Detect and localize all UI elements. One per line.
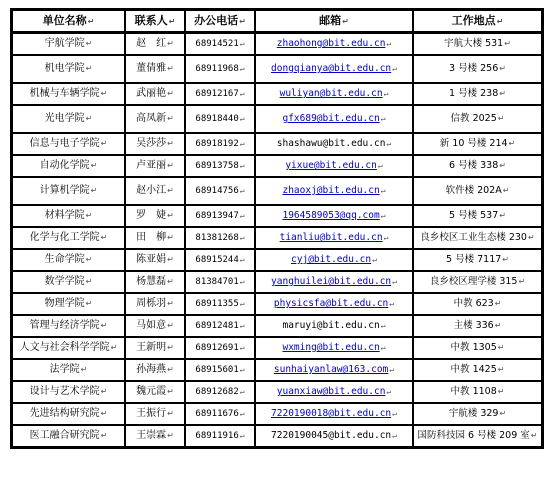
cell-contact-text: 王振行 (136, 408, 167, 419)
paragraph-mark-icon: ↵ (497, 343, 505, 352)
cell-location (413, 33, 542, 55)
email-link[interactable]: zhaohong@bit.edu.cn (276, 38, 386, 49)
cell-phone (185, 403, 255, 425)
cell-location-text: 良乡校区工业生态楼 230 (420, 232, 527, 243)
paragraph-mark-icon: ↵ (167, 387, 174, 396)
paragraph-mark-icon: ↵ (527, 233, 535, 242)
cell-contact-text: 魏元霞 (136, 386, 167, 397)
cell-email (255, 227, 413, 249)
cell-unit (12, 315, 125, 337)
cell-contact-text: 王崇霖 (136, 430, 167, 441)
cell-unit-text: 化学与化工学院 (29, 232, 100, 243)
cell-unit (12, 33, 125, 55)
cell-location-text: 1 号楼 238 (449, 88, 499, 99)
cell-location (413, 337, 542, 359)
header-phone: 办公电话↵ (185, 10, 255, 33)
cell-phone-text: 68915244 (195, 255, 239, 265)
cell-phone-text: 68912481 (195, 321, 239, 331)
email-link[interactable]: wxming@bit.edu.cn (282, 342, 380, 353)
cell-contact-text: 董倩雅 (136, 63, 167, 74)
cell-unit (12, 293, 125, 315)
header-unit: 单位名称↵ (12, 10, 125, 33)
paragraph-mark-icon: ↵ (167, 343, 174, 352)
cell-email (255, 133, 413, 155)
paragraph-mark-icon: ↵ (85, 277, 93, 286)
email-link[interactable]: yanghuilei@bit.edu.cn (271, 276, 392, 287)
cell-phone (185, 425, 255, 447)
paragraph-mark-icon: ↵ (167, 255, 174, 264)
cell-contact-text: 吴莎莎 (136, 138, 167, 149)
paragraph-mark-icon: ↵ (504, 39, 511, 48)
paragraph-mark-icon: ↵ (85, 64, 93, 73)
cell-phone-text: 68913758 (195, 161, 239, 171)
cell-unit (12, 83, 125, 105)
email-link[interactable]: zhaoxj@bit.edu.cn (282, 185, 380, 196)
cell-contact-text: 赵 红 (136, 38, 167, 49)
cell-email (255, 293, 413, 315)
email-link[interactable]: 1964589053@qq.com (282, 210, 380, 221)
cell-phone (185, 205, 255, 227)
cell-unit (12, 425, 125, 447)
paragraph-mark-icon: ↵ (167, 277, 174, 286)
cell-email (255, 55, 413, 83)
cell-phone (185, 133, 255, 155)
cell-unit-text: 生命学院 (44, 254, 85, 265)
table-row (12, 227, 542, 249)
cell-location (413, 425, 542, 447)
cell-phone (185, 105, 255, 133)
cell-unit-text: 机电学院 (44, 63, 85, 74)
cell-contact-text: 马如意 (136, 320, 167, 331)
cell-email (255, 425, 413, 447)
email-text: shashawu@bit.edu.cn (276, 138, 386, 149)
paragraph-mark-icon: ↵ (239, 233, 245, 242)
email-link[interactable]: yixue@bit.edu.cn (285, 160, 377, 171)
cell-contact-text: 孙海燕 (136, 364, 167, 375)
table-row (12, 55, 542, 83)
paragraph-mark-icon: ↵ (167, 64, 174, 73)
cell-location (413, 83, 542, 105)
table-row (12, 177, 542, 205)
cell-phone-text: 81381268 (195, 233, 239, 243)
paragraph-mark-icon: ↵ (494, 299, 502, 308)
paragraph-mark-icon: ↵ (85, 211, 93, 220)
email-link[interactable]: yuanxiaw@bit.edu.cn (276, 386, 386, 397)
cell-phone (185, 315, 255, 337)
paragraph-mark-icon: ↵ (380, 114, 386, 123)
cell-phone-text: 68911968 (195, 64, 239, 74)
email-link[interactable]: tianliu@bit.edu.cn (279, 232, 383, 243)
paragraph-mark-icon: ↵ (110, 343, 118, 352)
paragraph-mark-icon: ↵ (85, 114, 93, 123)
paragraph-mark-icon: ↵ (386, 139, 392, 148)
paragraph-mark-icon: ↵ (239, 431, 245, 440)
email-link[interactable]: cyj@bit.edu.cn (291, 254, 372, 265)
paragraph-mark-icon: ↵ (497, 365, 505, 374)
cell-location (413, 249, 542, 271)
cell-contact (125, 403, 185, 425)
paragraph-mark-icon: ↵ (239, 186, 245, 195)
paragraph-mark-icon: ↵ (167, 233, 174, 242)
cell-unit-text: 机械与车辆学院 (29, 88, 100, 99)
paragraph-mark-icon: ↵ (167, 161, 174, 170)
paragraph-mark-icon: ↵ (167, 365, 174, 374)
cell-unit (12, 271, 125, 293)
cell-contact-text: 王新明 (136, 342, 167, 353)
cell-unit-text: 物理学院 (44, 298, 85, 309)
cell-phone-text: 81384701 (195, 277, 239, 287)
cell-contact-text: 高凤新 (136, 113, 167, 124)
cell-contact-text: 卢亚丽 (136, 160, 167, 171)
cell-location (413, 205, 542, 227)
cell-contact (125, 83, 185, 105)
paragraph-mark-icon: ↵ (389, 365, 395, 374)
paragraph-mark-icon: ↵ (239, 89, 245, 98)
cell-unit-text: 信息与电子学院 (29, 138, 100, 149)
paragraph-mark-icon: ↵ (380, 186, 386, 195)
header-email: 邮箱↵ (255, 10, 413, 33)
cell-phone (185, 55, 255, 83)
cell-phone-text: 68914756 (195, 186, 239, 196)
table-row (12, 105, 542, 133)
cell-phone (185, 83, 255, 105)
cell-contact (125, 155, 185, 177)
cell-contact (125, 33, 185, 55)
cell-email (255, 205, 413, 227)
paragraph-mark-icon: ↵ (100, 89, 108, 98)
header-contact: 联系人↵ (125, 10, 185, 33)
cell-contact (125, 359, 185, 381)
cell-unit-text: 数学学院 (44, 276, 85, 287)
table-row (12, 315, 542, 337)
cell-contact-text: 杨慧磊 (136, 276, 167, 287)
paragraph-mark-icon: ↵ (383, 89, 389, 98)
paragraph-mark-icon: ↵ (386, 387, 392, 396)
paragraph-mark-icon: ↵ (392, 409, 397, 418)
email-link[interactable]: physicsfa@bit.edu.cn (273, 298, 389, 309)
paragraph-mark-icon: ↵ (239, 321, 245, 330)
cell-email (255, 105, 413, 133)
table-row (12, 403, 542, 425)
table-row (12, 249, 542, 271)
email-link[interactable]: sunhaiyanlaw@163.com (273, 364, 389, 375)
cell-location-text: 宇航楼 329 (448, 408, 499, 419)
paragraph-mark-icon: ↵ (497, 114, 505, 123)
paragraph-mark-icon: ↵ (90, 186, 98, 195)
table-row (12, 83, 542, 105)
paragraph-mark-icon: ↵ (239, 343, 245, 352)
cell-phone (185, 249, 255, 271)
paragraph-mark-icon: ↵ (85, 299, 93, 308)
cell-contact (125, 293, 185, 315)
cell-location (413, 227, 542, 249)
cell-contact (125, 205, 185, 227)
paragraph-mark-icon: ↵ (239, 299, 245, 308)
cell-unit-text: 管理与经济学院 (29, 320, 100, 331)
cell-email (255, 33, 413, 55)
cell-location (413, 177, 542, 205)
cell-location-text: 中教 1425 (450, 364, 497, 375)
cell-contact-text: 赵小江 (136, 185, 167, 196)
cell-unit-text: 宇航学院 (44, 38, 85, 49)
cell-unit (12, 381, 125, 403)
cell-email (255, 359, 413, 381)
cell-contact (125, 227, 185, 249)
paragraph-mark-icon: ↵ (80, 365, 88, 374)
cell-contact-text: 陈亚娟 (136, 254, 167, 265)
cell-location (413, 271, 542, 293)
cell-phone (185, 271, 255, 293)
cell-unit-text: 先进结构研究院 (29, 408, 100, 419)
table-row (12, 155, 542, 177)
cell-unit-text: 计算机学院 (39, 185, 90, 196)
cell-location-text: 宇航大楼 531 (444, 38, 504, 49)
email-link[interactable]: 7220190018@bit.edu.cn (271, 408, 392, 419)
cell-email (255, 155, 413, 177)
cell-unit (12, 227, 125, 249)
paragraph-mark-icon: ↵ (167, 114, 174, 123)
cell-phone-text: 68911355 (195, 299, 239, 309)
cell-unit (12, 133, 125, 155)
paragraph-mark-icon: ↵ (239, 139, 245, 148)
paragraph-mark-icon: ↵ (377, 161, 383, 170)
cell-phone (185, 381, 255, 403)
cell-location-text: 良乡校区理学楼 315 (429, 276, 518, 287)
cell-location-text: 主楼 336 (453, 320, 494, 331)
cell-location (413, 315, 542, 337)
paragraph-mark-icon: ↵ (508, 139, 516, 148)
paragraph-mark-icon: ↵ (100, 139, 108, 148)
cell-contact (125, 425, 185, 447)
cell-unit (12, 205, 125, 227)
paragraph-mark-icon: ↵ (380, 321, 386, 330)
paragraph-mark-icon: ↵ (502, 255, 509, 264)
table-row (12, 293, 542, 315)
contact-table (10, 8, 544, 449)
paragraph-mark-icon: ↵ (372, 255, 377, 264)
email-text: maruyi@bit.edu.cn (282, 320, 380, 331)
table-row (12, 425, 542, 447)
cell-contact-text: 周栎羽 (136, 298, 167, 309)
paragraph-mark-icon: ↵ (392, 431, 397, 440)
cell-email (255, 271, 413, 293)
paragraph-mark-icon: ↵ (239, 211, 245, 220)
cell-email (255, 249, 413, 271)
cell-location (413, 381, 542, 403)
table-row (12, 271, 542, 293)
cell-contact (125, 55, 185, 83)
table-row (12, 381, 542, 403)
cell-phone (185, 155, 255, 177)
cell-email (255, 337, 413, 359)
table-header (12, 10, 542, 33)
paragraph-mark-icon: ↵ (383, 233, 389, 242)
header-row (12, 10, 542, 33)
cell-location (413, 403, 542, 425)
cell-location-text: 6 号楼 338 (449, 160, 499, 171)
paragraph-mark-icon: ↵ (90, 161, 98, 170)
cell-unit (12, 403, 125, 425)
paragraph-mark-icon: ↵ (499, 89, 506, 98)
cell-unit-text: 材料学院 (44, 210, 85, 221)
paragraph-mark-icon: ↵ (380, 211, 386, 220)
paragraph-mark-icon: ↵ (499, 161, 506, 170)
cell-contact-text: 田 柳 (136, 232, 167, 243)
cell-unit (12, 177, 125, 205)
cell-location-text: 5 号楼 537 (449, 210, 499, 221)
cell-unit (12, 105, 125, 133)
paragraph-mark-icon: ↵ (499, 409, 507, 418)
cell-unit-text: 法学院 (49, 364, 80, 375)
cell-contact (125, 177, 185, 205)
cell-phone (185, 337, 255, 359)
cell-location (413, 105, 542, 133)
paragraph-mark-icon: ↵ (100, 387, 108, 396)
cell-location (413, 155, 542, 177)
cell-phone-text: 68918440 (195, 114, 239, 124)
cell-phone-text: 68918192 (195, 139, 239, 149)
cell-phone (185, 227, 255, 249)
paragraph-mark-icon: ↵ (497, 387, 505, 396)
cell-email (255, 83, 413, 105)
paragraph-mark-icon: ↵ (167, 211, 174, 220)
paragraph-mark-icon: ↵ (167, 431, 174, 440)
paragraph-mark-icon: ↵ (392, 64, 397, 73)
paragraph-mark-icon: ↵ (239, 114, 245, 123)
paragraph-mark-icon: ↵ (239, 161, 245, 170)
paragraph-mark-icon: ↵ (499, 64, 506, 73)
cell-location-text: 中教 1108 (450, 386, 497, 397)
email-link[interactable]: wuliyan@bit.edu.cn (279, 88, 383, 99)
paragraph-mark-icon: ↵ (239, 64, 245, 73)
cell-email (255, 177, 413, 205)
cell-unit-text: 自动化学院 (39, 160, 90, 171)
email-link[interactable]: dongqianya@bit.edu.cn (271, 63, 392, 74)
email-text: 7220190045@bit.edu.cn (271, 430, 392, 441)
paragraph-mark-icon: ↵ (85, 255, 93, 264)
cell-unit (12, 337, 125, 359)
cell-email (255, 403, 413, 425)
table-row (12, 133, 542, 155)
cell-contact (125, 105, 185, 133)
cell-contact (125, 271, 185, 293)
cell-location (413, 293, 542, 315)
paragraph-mark-icon: ↵ (386, 39, 392, 48)
cell-phone-text: 68912167 (195, 89, 239, 99)
cell-location-text: 3 号楼 256 (449, 63, 499, 74)
header-location: 工作地点↵ (413, 10, 542, 33)
paragraph-mark-icon: ↵ (167, 89, 174, 98)
cell-location-text: 信教 2025 (450, 113, 497, 124)
cell-email (255, 381, 413, 403)
table-row (12, 359, 542, 381)
cell-unit (12, 249, 125, 271)
contact-table-container (10, 8, 540, 449)
cell-location-text: 新 10 号楼 214 (439, 138, 508, 149)
cell-unit (12, 55, 125, 83)
paragraph-mark-icon: ↵ (167, 321, 174, 330)
table-body (12, 33, 542, 447)
paragraph-mark-icon: ↵ (380, 343, 386, 352)
paragraph-mark-icon: ↵ (167, 299, 174, 308)
cell-contact (125, 381, 185, 403)
cell-location-text: 软件楼 202A (445, 185, 502, 196)
cell-phone (185, 359, 255, 381)
paragraph-mark-icon: ↵ (239, 387, 245, 396)
paragraph-mark-icon: ↵ (100, 233, 108, 242)
cell-contact-text: 武丽艳 (136, 88, 167, 99)
paragraph-mark-icon: ↵ (502, 186, 510, 195)
cell-unit-text: 人文与社会科学学院 (19, 342, 110, 353)
paragraph-mark-icon: ↵ (167, 186, 174, 195)
cell-phone-text: 68911916 (195, 431, 239, 441)
paragraph-mark-icon: ↵ (167, 139, 174, 148)
paragraph-mark-icon: ↵ (239, 365, 245, 374)
cell-email (255, 315, 413, 337)
paragraph-mark-icon: ↵ (389, 299, 395, 308)
email-link[interactable]: gfx689@bit.edu.cn (282, 113, 380, 124)
cell-phone-text: 68912691 (195, 343, 239, 353)
cell-phone-text: 68914521 (195, 39, 239, 49)
paragraph-mark-icon: ↵ (239, 39, 245, 48)
paragraph-mark-icon: ↵ (167, 39, 174, 48)
cell-phone-text: 68915601 (195, 365, 239, 375)
cell-phone-text: 68912682 (195, 387, 239, 397)
paragraph-mark-icon: ↵ (239, 277, 245, 286)
paragraph-mark-icon: ↵ (239, 409, 245, 418)
cell-location-text: 中教 623 (453, 298, 494, 309)
cell-unit-text: 设计与艺术学院 (29, 386, 100, 397)
paragraph-mark-icon: ↵ (499, 211, 506, 220)
paragraph-mark-icon: ↵ (530, 431, 538, 440)
cell-phone (185, 177, 255, 205)
paragraph-mark-icon: ↵ (167, 409, 174, 418)
cell-location-text: 5 号楼 7117 (446, 254, 502, 265)
cell-contact (125, 249, 185, 271)
cell-contact-text: 罗 婕 (136, 210, 167, 221)
cell-phone-text: 68913947 (195, 211, 239, 221)
cell-phone-text: 68911676 (195, 409, 239, 419)
cell-unit-text: 医工融合研究院 (29, 430, 100, 441)
table-row (12, 337, 542, 359)
cell-location (413, 133, 542, 155)
paragraph-mark-icon: ↵ (392, 277, 397, 286)
table-row (12, 33, 542, 55)
paragraph-mark-icon: ↵ (100, 321, 108, 330)
paragraph-mark-icon: ↵ (239, 255, 245, 264)
cell-unit (12, 155, 125, 177)
cell-unit-text: 光电学院 (44, 113, 85, 124)
cell-location (413, 359, 542, 381)
paragraph-mark-icon: ↵ (100, 431, 108, 440)
cell-phone (185, 33, 255, 55)
cell-location (413, 55, 542, 83)
cell-phone (185, 293, 255, 315)
cell-contact (125, 133, 185, 155)
cell-contact (125, 337, 185, 359)
paragraph-mark-icon: ↵ (518, 277, 526, 286)
cell-unit (12, 359, 125, 381)
paragraph-mark-icon: ↵ (100, 409, 108, 418)
cell-location-text: 国防科技园 6 号楼 209 室 (417, 430, 530, 441)
table-row (12, 205, 542, 227)
paragraph-mark-icon: ↵ (494, 321, 502, 330)
cell-contact (125, 315, 185, 337)
cell-location-text: 中教 1305 (450, 342, 497, 353)
paragraph-mark-icon: ↵ (85, 39, 93, 48)
